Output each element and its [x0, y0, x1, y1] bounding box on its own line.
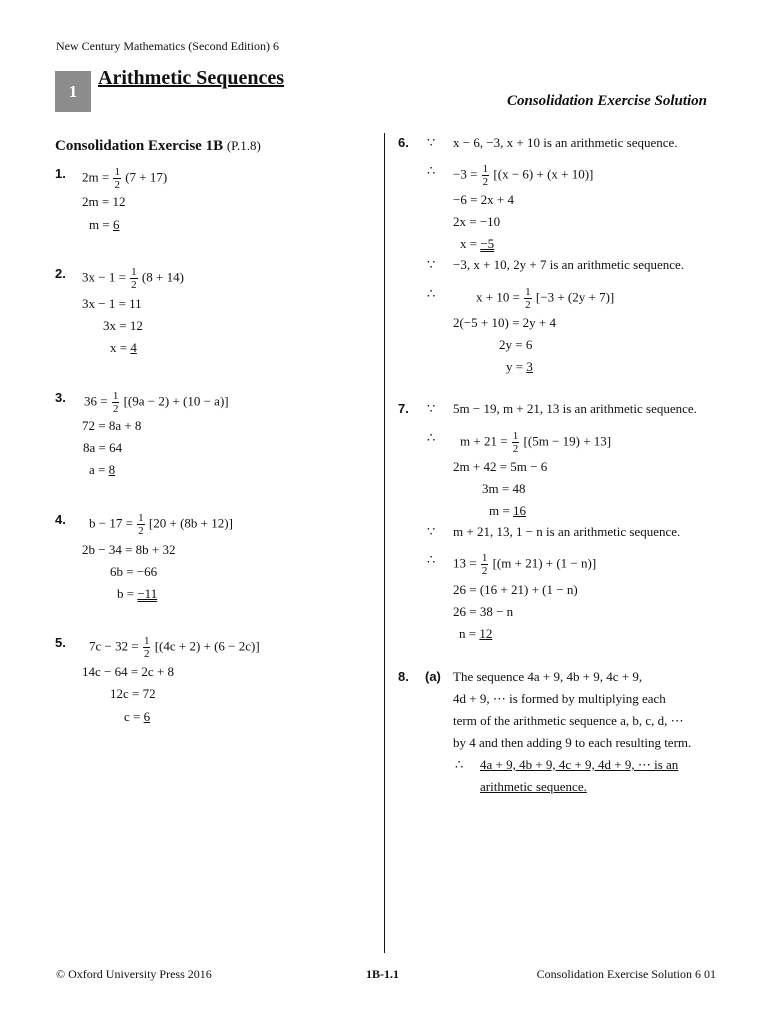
equation-line: −6 = 2x + 4: [453, 192, 514, 207]
fraction-denominator: 2: [482, 176, 489, 188]
fraction-half: [512, 430, 520, 455]
statement-line: m + 21, 13, 1 − n is an arithmetic sequence.: [453, 524, 681, 539]
fraction-half: [524, 286, 532, 311]
answer-line: [460, 236, 494, 252]
fraction-half: [113, 166, 121, 191]
equation-text: [(4c + 2) + (6 − 2c)]: [154, 638, 260, 654]
equation-text: c =: [124, 709, 144, 724]
equation-text: [(5m − 19) + 13]: [523, 433, 612, 449]
equation-text: [(9a − 2) + (10 − a)]: [123, 393, 229, 409]
equation-text: 3x − 1 =: [82, 269, 126, 285]
fraction-numerator: 1: [131, 266, 137, 278]
because-symbol: ∵: [427, 135, 436, 150]
question-number: 7.: [398, 401, 409, 416]
equation-line: [453, 552, 596, 577]
answer-value: 6: [112, 217, 120, 232]
answer-line: [89, 462, 115, 478]
question-number: 6.: [398, 135, 409, 150]
equation-line: 14c − 64 = 2c + 8: [82, 664, 175, 679]
equation-line: [84, 390, 229, 415]
column-divider: [384, 133, 385, 953]
text-line: by 4 and then adding 9 to each resulting term.: [453, 735, 692, 750]
equation-text: [20 + (8b + 12)]: [148, 515, 233, 531]
answer-value: 8: [108, 462, 116, 477]
equation-text: −3 =: [453, 166, 478, 182]
fraction-denominator: 2: [131, 279, 137, 291]
therefore-symbol: ∴: [455, 757, 464, 772]
fraction-numerator: 1: [114, 166, 120, 178]
question-number: 2.: [55, 266, 66, 281]
equation-text: a =: [89, 462, 109, 477]
fraction-numerator: 1: [138, 512, 144, 524]
fraction-denominator: 2: [138, 525, 144, 537]
statement-line: x − 6, −3, x + 10 is an arithmetic sequence.: [453, 135, 678, 150]
fraction-denominator: 2: [114, 179, 120, 191]
therefore-symbol: ∴: [427, 430, 436, 445]
equation-text: b =: [117, 586, 138, 601]
page-number: 1B-1.1: [366, 967, 399, 981]
fraction-denominator: 2: [481, 565, 488, 577]
conclusion-line: 4a + 9, 4b + 9, 4c + 9, 4d + 9, ⋯ is an: [480, 757, 679, 772]
answer-line: [489, 503, 526, 519]
answer-line: [89, 217, 119, 233]
fraction-half: [481, 552, 489, 577]
answer-line: [124, 709, 150, 725]
therefore-symbol: ∴: [427, 286, 436, 301]
answer-value: −5: [480, 236, 495, 251]
conclusion-line: arithmetic sequence.: [480, 779, 587, 794]
fraction-half: [130, 266, 138, 291]
equation-text: 7c − 32 =: [89, 638, 139, 654]
answer-value: 6: [143, 709, 151, 724]
equation-text: m + 21 =: [460, 433, 508, 449]
answer-value: 4: [130, 340, 137, 355]
equation-line: [82, 266, 184, 291]
equation-line: [453, 163, 593, 188]
section-title: [55, 138, 261, 155]
running-header: New Century Mathematics (Second Edition) 6: [56, 39, 279, 53]
copyright-footer: © Oxford University Press 2016: [56, 967, 212, 981]
equation-text: m =: [89, 217, 113, 232]
because-symbol: ∵: [427, 401, 436, 416]
fraction-half: [482, 163, 490, 188]
question-number: 5.: [55, 635, 66, 650]
equation-line: [476, 286, 614, 311]
equation-text: [−3 + (2y + 7)]: [535, 289, 615, 305]
equation-text: x + 10 =: [476, 289, 520, 305]
equation-line: 8a = 64: [83, 440, 123, 455]
equation-line: 2(−5 + 10) = 2y + 4: [453, 315, 556, 330]
equation-line: 2m + 42 = 5m − 6: [453, 459, 548, 474]
answer-line: [117, 586, 157, 602]
statement-line: 5m − 19, m + 21, 13 is an arithmetic sequence.: [453, 401, 697, 416]
statement-line: −3, x + 10, 2y + 7 is an arithmetic sequence.: [453, 257, 685, 272]
equation-line: 3m = 48: [482, 481, 526, 496]
fraction-half: [143, 635, 151, 660]
text-line: The sequence 4a + 9, 4b + 9, 4c + 9,: [453, 669, 643, 684]
fraction-denominator: 2: [112, 403, 119, 415]
question-number: 1.: [55, 166, 66, 181]
section-title-text: Consolidation Exercise 1B: [55, 138, 224, 154]
equation-text: n =: [459, 626, 480, 641]
equation-text: b − 17 =: [89, 515, 133, 531]
fraction-numerator: 1: [143, 635, 150, 647]
equation-line: 12c = 72: [110, 686, 156, 701]
equation-line: 2m = 12: [82, 194, 126, 209]
fraction-numerator: 1: [512, 430, 519, 442]
equation-text: 13 =: [453, 555, 477, 571]
equation-text: 36 =: [84, 393, 108, 409]
equation-text: (8 + 14): [141, 269, 184, 285]
document-subtitle: Consolidation Exercise Solution: [506, 93, 707, 109]
equation-text: m =: [489, 503, 513, 518]
equation-text: [(m + 21) + (1 − n)]: [492, 555, 597, 571]
footer-doc-title: Consolidation Exercise Solution 6 01: [536, 967, 716, 981]
fraction-half: [112, 390, 120, 415]
equation-line: [89, 635, 260, 660]
equation-line: 3x = 12: [103, 318, 143, 333]
chapter-number-badge: 1: [55, 71, 91, 112]
text-line: term of the arithmetic sequence a, b, c, d, ⋯: [453, 713, 684, 728]
equation-line: 2y = 6: [499, 337, 533, 352]
text-line: 4d + 9, ⋯ is formed by multiplying each: [453, 691, 666, 706]
because-symbol: ∵: [427, 257, 436, 272]
answer-line: [506, 359, 533, 375]
answer-value: 12: [479, 626, 493, 641]
therefore-symbol: ∴: [427, 552, 436, 567]
answer-value: −11: [137, 586, 158, 601]
equation-line: 6b = −66: [110, 564, 158, 579]
answer-value: 3: [526, 359, 533, 374]
answer-value: 16: [512, 503, 526, 518]
part-label: (a): [425, 669, 441, 684]
chapter-title: Arithmetic Sequences: [98, 67, 285, 89]
equation-line: 2x = −10: [453, 214, 501, 229]
fraction-half: [137, 512, 145, 537]
equation-text: x =: [110, 340, 131, 355]
question-number: 4.: [55, 512, 66, 527]
equation-line: [82, 166, 167, 191]
equation-text: x =: [460, 236, 481, 251]
equation-text: [(x − 6) + (x + 10)]: [493, 166, 594, 182]
equation-text: (7 + 17): [125, 169, 168, 185]
therefore-symbol: ∴: [427, 163, 436, 178]
fraction-numerator: 1: [482, 163, 489, 175]
equation-line: 26 = (16 + 21) + (1 − n): [453, 582, 578, 597]
equation-line: [460, 430, 611, 455]
equation-line: 2b − 34 = 8b + 32: [82, 542, 176, 557]
question-number: 8.: [398, 669, 409, 684]
fraction-numerator: 1: [112, 390, 119, 402]
question-number: 3.: [55, 390, 66, 405]
fraction-numerator: 1: [525, 286, 531, 298]
answer-line: [110, 340, 137, 356]
equation-text: y =: [506, 359, 527, 374]
equation-line: 26 = 38 − n: [453, 604, 514, 619]
answer-line: [459, 626, 492, 642]
equation-text: 2m =: [82, 169, 110, 185]
fraction-denominator: 2: [512, 443, 519, 455]
equation-line: 72 = 8a + 8: [82, 418, 142, 433]
fraction-denominator: 2: [143, 648, 150, 660]
section-page-ref: (P.1.8): [226, 138, 261, 153]
because-symbol: ∵: [427, 524, 436, 539]
equation-line: 3x − 1 = 11: [82, 296, 142, 311]
fraction-denominator: 2: [525, 299, 531, 311]
fraction-numerator: 1: [481, 552, 488, 564]
equation-line: [89, 512, 233, 537]
